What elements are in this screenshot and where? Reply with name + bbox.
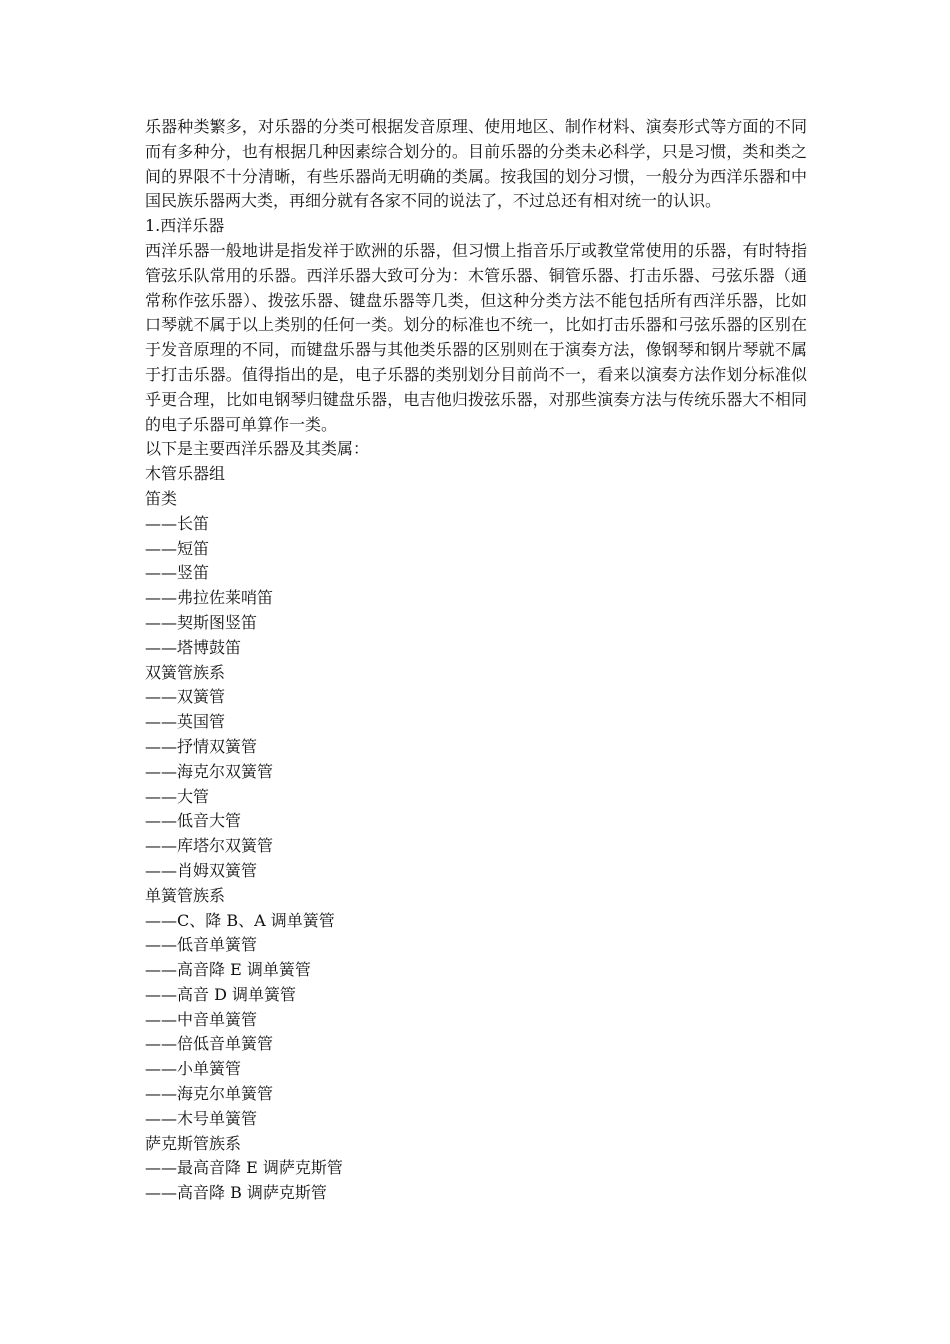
list-item: ——库塔尔双簧管 xyxy=(145,836,274,856)
family-clarinets xyxy=(145,884,807,1132)
list-item: ——木号单簧管 xyxy=(145,1108,258,1128)
list-item: ——竖笛 xyxy=(145,563,210,583)
list-item: ——高音降 E 调单簧管 xyxy=(145,960,311,980)
list-item: ——塔博鼓笛 xyxy=(145,637,242,657)
list-item: ——海克尔双簧管 xyxy=(145,761,274,781)
list-item: ——高音 D 调单簧管 xyxy=(145,984,297,1004)
section-body-paragraph: 西洋乐器一般地讲是指发祥于欧洲的乐器，但习惯上指音乐厅或教堂常使用的乐器，有时特指管弦乐队常用的乐器。西洋乐器大致可分为：木管乐器、铜管乐器、打击乐器、弓弦乐器（通常称作弦乐器）、拨弦乐器、键盘乐器等几类，但这种分类方法不能包括所有西洋乐器，比如口琴就不属于以上类别的任何一类。划分的标准也不统一，比如打击乐器和弓弦乐器的区别在于发音原理的不同，而键盘乐器与其他类乐器的区别则在于演奏方法，像钢琴和钢片琴就不属于打击乐器。值得指出的是，电子乐器的类别划分目前尚不一，看来以演奏方法作划分标准似乎更合理，比如电钢琴归键盘乐器，电吉他归拨弦乐器，对那些演奏方法与传统乐器大不相同的电子乐器可单算作一类。 xyxy=(145,240,807,434)
list-item: ——高音降 B 调萨克斯管 xyxy=(145,1183,327,1203)
list-item: ——长笛 xyxy=(145,513,210,533)
family-saxophones xyxy=(145,1132,807,1206)
family-title: 双簧管族系 xyxy=(145,662,226,682)
family-title: 单簧管族系 xyxy=(145,885,226,905)
list-item: ——C、降 B、A 调单簧管 xyxy=(145,910,335,930)
list-item: ——大管 xyxy=(145,786,210,806)
list-item: ——低音大管 xyxy=(145,811,242,831)
list-item: ——短笛 xyxy=(145,538,210,558)
list-item: ——小单簧管 xyxy=(145,1059,242,1079)
list-item: ——海克尔单簧管 xyxy=(145,1084,274,1104)
list-item: ——抒情双簧管 xyxy=(145,736,258,756)
list-item: ——低音单簧管 xyxy=(145,935,258,955)
list-item: ——契斯图竖笛 xyxy=(145,612,258,632)
list-item: ——肖姆双簧管 xyxy=(145,860,258,880)
section-heading: 1.西洋乐器 xyxy=(145,216,225,236)
intro-paragraph: 乐器种类繁多，对乐器的分类可根据发音原理、使用地区、制作材料、演奏形式等方面的不同而有多种分，也有根据几种因素综合划分的。目前乐器的分类未必科学，只是习惯，类和类之间的界限不十分清晰，有些乐器尚无明确的类属。按我国的划分习惯，一般分为西洋乐器和中国民族乐器两大类，再细分就有各家不同的说法了，不过总还有相对统一的认识。 xyxy=(145,117,807,211)
list-item: ——英国管 xyxy=(145,712,226,732)
group-title: 木管乐器组 xyxy=(145,464,226,484)
list-intro: 以下是主要西洋乐器及其类属： xyxy=(145,439,370,459)
list-item: ——双簧管 xyxy=(145,687,226,707)
list-item: ——弗拉佐莱哨笛 xyxy=(145,588,274,608)
list-item: ——最高音降 E 调萨克斯管 xyxy=(145,1158,343,1178)
list-item: ——倍低音单簧管 xyxy=(145,1034,274,1054)
family-title: 萨克斯管族系 xyxy=(145,1133,242,1153)
document-page xyxy=(145,115,807,1206)
family-flutes xyxy=(145,487,807,661)
list-item: ——中音单簧管 xyxy=(145,1009,258,1029)
family-oboes xyxy=(145,661,807,884)
family-title: 笛类 xyxy=(145,488,178,508)
